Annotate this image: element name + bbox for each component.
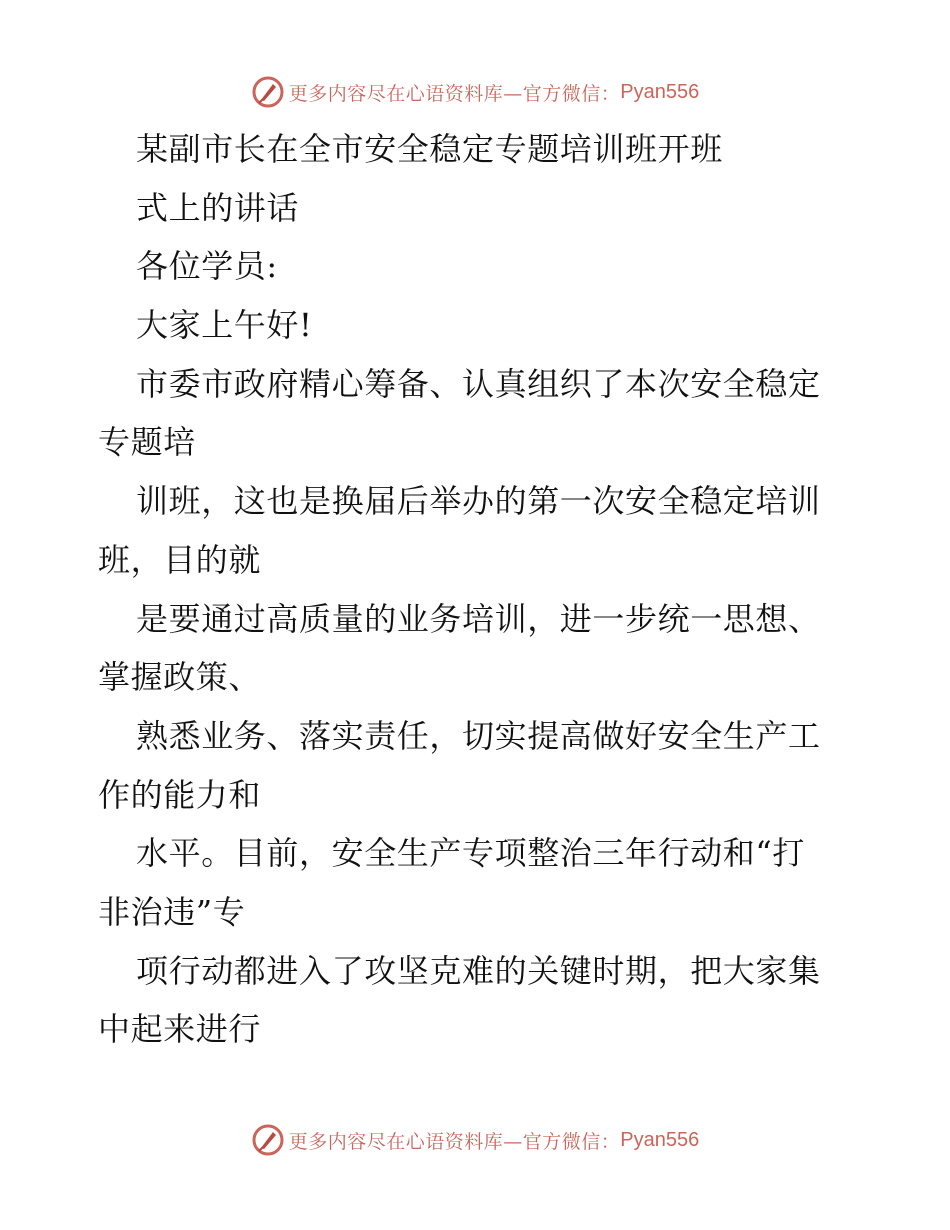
paragraph-line: 训班，这也是换届后举办的第一次安全稳定培训 bbox=[136, 482, 821, 521]
watermark-text: 更多内容尽在心语资料库—官方微信： bbox=[288, 1130, 621, 1153]
watermark-wechat-id: Pyan556 bbox=[620, 1128, 700, 1151]
watermark-wechat-id: Pyan556 bbox=[620, 80, 700, 103]
watermark-text: 更多内容尽在心语资料库—官方微信： bbox=[288, 82, 621, 105]
paragraph-line: 是要通过高质量的业务培训，进一步统一思想、 bbox=[136, 599, 821, 638]
paragraph-line: 非治违”专 bbox=[98, 892, 246, 931]
paragraph-line: 掌握政策、 bbox=[98, 658, 262, 697]
header-watermark bbox=[0, 72, 950, 112]
greeting: 大家上午好! bbox=[136, 306, 313, 345]
paragraph-line: 市委市政府精心筹备、认真组织了本次安全稳定 bbox=[136, 364, 821, 403]
quill-logo-icon bbox=[251, 75, 285, 109]
document-body bbox=[98, 120, 858, 1059]
salutation: 各位学员: bbox=[136, 247, 278, 286]
quill-logo-icon bbox=[251, 1123, 285, 1157]
paragraph-line: 班，目的就 bbox=[98, 540, 262, 579]
paragraph-line: 水平。目前，安全生产专项整治三年行动和“打 bbox=[136, 834, 805, 873]
paragraph-line: 中起来进行 bbox=[98, 1010, 262, 1049]
paragraph-line: 项行动都进入了攻坚克难的关键时期，把大家集 bbox=[136, 951, 821, 990]
document-title-line-2: 式上的讲话 bbox=[136, 188, 300, 227]
paragraph-line: 专题培 bbox=[98, 423, 196, 462]
paragraph-line: 作的能力和 bbox=[98, 775, 262, 814]
footer-watermark bbox=[0, 1120, 950, 1160]
document-title-line-1: 某副市长在全市安全稳定专题培训班开班 bbox=[136, 130, 723, 168]
paragraph-line: 熟悉业务、落实责任，切实提高做好安全生产工 bbox=[136, 716, 821, 755]
